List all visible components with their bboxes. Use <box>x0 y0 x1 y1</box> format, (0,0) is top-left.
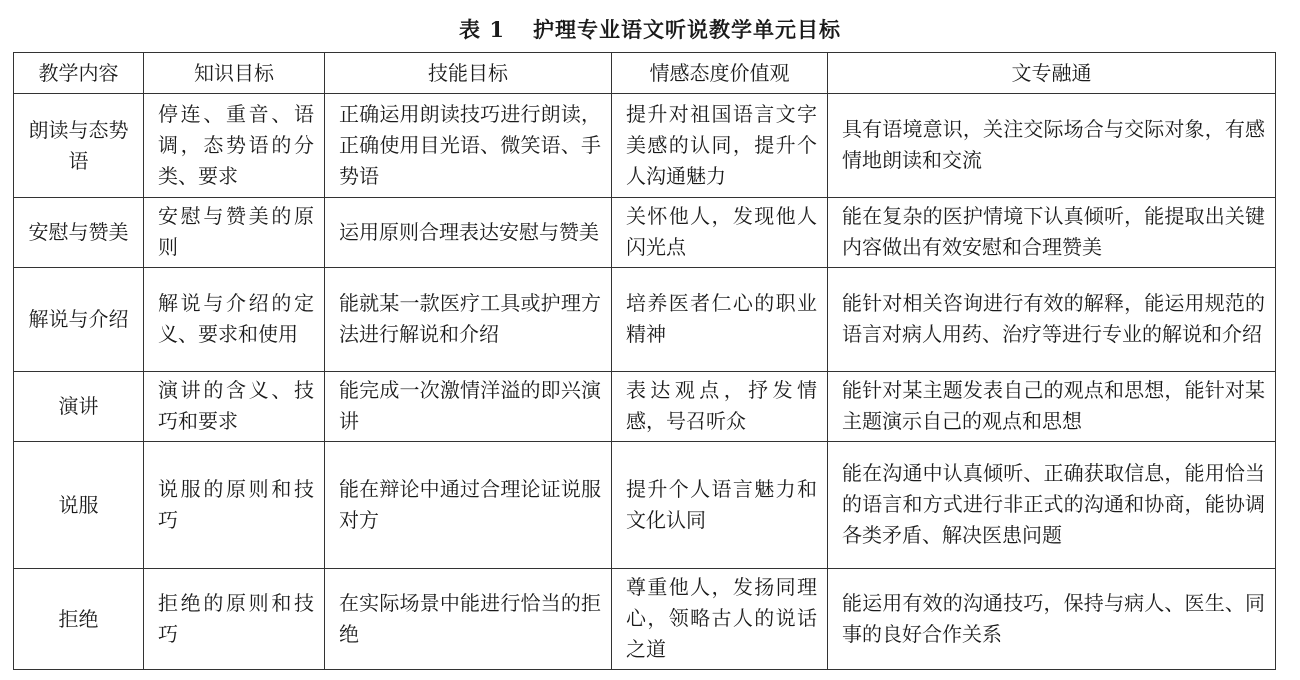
topic-cell: 演讲 <box>14 372 144 442</box>
table-caption <box>0 14 1300 44</box>
header-skill-goal: 技能目标 <box>325 53 612 94</box>
header-teaching-content: 教学内容 <box>14 53 144 94</box>
integration-cell: 具有语境意识，关注交际场合与交际对象，有感情地朗读和交流 <box>828 94 1276 198</box>
table-row <box>14 198 1276 268</box>
table-title: 护理专业语文听说教学单元目标 <box>532 17 841 42</box>
table-row <box>14 442 1276 569</box>
integration-cell: 能运用有效的沟通技巧，保持与病人、医生、同事的良好合作关系 <box>828 569 1276 670</box>
knowledge-cell: 说服的原则和技巧 <box>144 442 325 569</box>
attitude-cell: 关怀他人，发现他人闪光点 <box>612 198 828 268</box>
integration-cell: 能针对相关咨询进行有效的解释，能运用规范的语言对病人用药、治疗等进行专业的解说和介绍 <box>828 268 1276 372</box>
table-row <box>14 569 1276 670</box>
skill-cell: 运用原则合理表达安慰与赞美 <box>325 198 612 268</box>
knowledge-cell: 安慰与赞美的原则 <box>144 198 325 268</box>
integration-cell: 能在沟通中认真倾听、正确获取信息，能用恰当的语言和方式进行非正式的沟通和协商，能协调各类矛盾、解决医患问题 <box>828 442 1276 569</box>
header-attitude-values: 情感态度价值观 <box>612 53 828 94</box>
knowledge-cell: 拒绝的原则和技巧 <box>144 569 325 670</box>
integration-cell: 能在复杂的医护情境下认真倾听，能提取出关键内容做出有效安慰和合理赞美 <box>828 198 1276 268</box>
attitude-cell: 表达观点，抒发情感，号召听众 <box>612 372 828 442</box>
table-row <box>14 94 1276 198</box>
topic-cell: 拒绝 <box>14 569 144 670</box>
table-row <box>14 372 1276 442</box>
table-number: 表 1 <box>459 17 505 42</box>
header-knowledge-goal: 知识目标 <box>144 53 325 94</box>
attitude-cell: 提升个人语言魅力和文化认同 <box>612 442 828 569</box>
attitude-cell: 提升对祖国语言文字美感的认同，提升个人沟通魅力 <box>612 94 828 198</box>
skill-cell: 能完成一次激情洋溢的即兴演讲 <box>325 372 612 442</box>
topic-cell: 解说与介绍 <box>14 268 144 372</box>
knowledge-cell: 停连、重音、语调，态势语的分类、要求 <box>144 94 325 198</box>
skill-cell: 能就某一款医疗工具或护理方法进行解说和介绍 <box>325 268 612 372</box>
skill-cell: 能在辩论中通过合理论证说服对方 <box>325 442 612 569</box>
skill-cell: 正确运用朗读技巧进行朗读，正确使用目光语、微笑语、手势语 <box>325 94 612 198</box>
integration-cell: 能针对某主题发表自己的观点和思想，能针对某主题演示自己的观点和思想 <box>828 372 1276 442</box>
topic-cell: 朗读与态势语 <box>14 94 144 198</box>
attitude-cell: 培养医者仁心的职业精神 <box>612 268 828 372</box>
knowledge-cell: 演讲的含义、技巧和要求 <box>144 372 325 442</box>
teaching-objectives-table <box>13 52 1276 670</box>
knowledge-cell: 解说与介绍的定义、要求和使用 <box>144 268 325 372</box>
table-row <box>14 268 1276 372</box>
header-row <box>14 53 1276 94</box>
topic-cell: 说服 <box>14 442 144 569</box>
header-integration: 文专融通 <box>828 53 1276 94</box>
topic-cell: 安慰与赞美 <box>14 198 144 268</box>
skill-cell: 在实际场景中能进行恰当的拒绝 <box>325 569 612 670</box>
attitude-cell: 尊重他人，发扬同理心，领略古人的说话之道 <box>612 569 828 670</box>
